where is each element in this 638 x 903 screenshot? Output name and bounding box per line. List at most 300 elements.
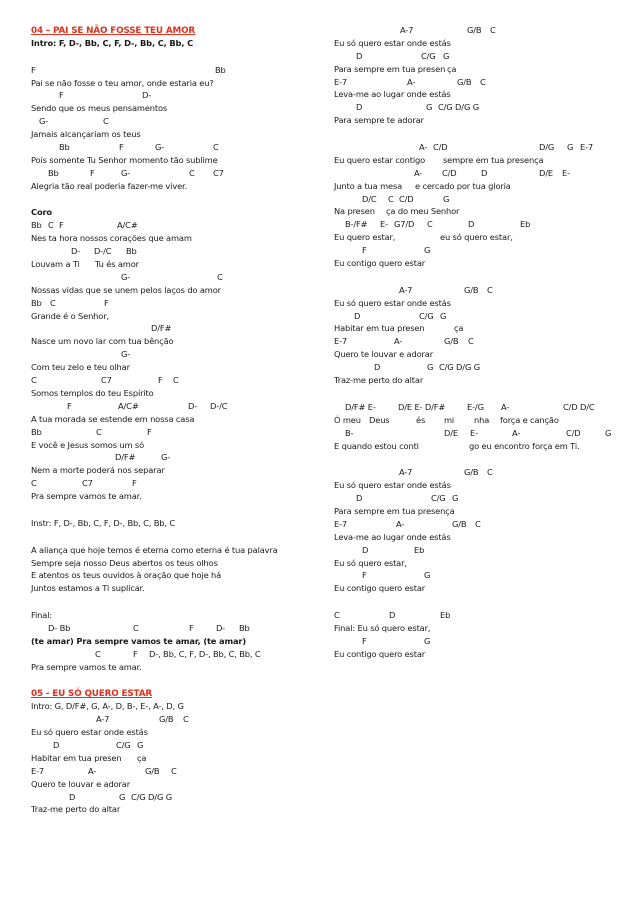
song-title [31, 24, 327, 37]
chord-line [31, 791, 327, 804]
chord: D/E [444, 427, 458, 438]
intro-line [31, 700, 327, 713]
spacer [31, 530, 327, 544]
chord: E-7 [334, 76, 348, 87]
chord: Bb [31, 297, 42, 308]
lyric-text: Habitar em tua presen [31, 752, 122, 763]
lyric-line [334, 37, 630, 50]
lyric-text: Ó meu [334, 414, 361, 425]
lyric-line [31, 439, 327, 452]
spacer [334, 452, 630, 466]
chord: G/B [467, 25, 482, 35]
lyric-line [31, 569, 327, 582]
lyric-line [31, 752, 327, 765]
lyric-line [334, 180, 630, 193]
lyric-text: Juntos estamos a Ti suplicar. [31, 583, 145, 594]
chord: C [173, 375, 179, 386]
chord: F [133, 648, 138, 659]
chord: C [95, 648, 101, 659]
chord: C/D D/C [563, 401, 595, 412]
lyric-text: Eu só quero estar onde estás [334, 297, 451, 308]
intro-line [31, 37, 327, 50]
chord: C/G [431, 493, 446, 504]
chord: G [567, 142, 574, 153]
left-song-column [31, 24, 327, 816]
chord: C [487, 467, 493, 478]
chord: C [48, 220, 54, 231]
lyric-text: Leva-me ao lugar onde estás [334, 531, 451, 542]
lyric-line [31, 258, 327, 271]
chord: C [487, 284, 493, 295]
chord: Bb [59, 142, 70, 153]
lyric-text: Tu és amor [95, 259, 139, 270]
chord-line [31, 245, 327, 258]
lyric-line [31, 661, 327, 674]
chord: G [119, 791, 126, 802]
lyric-text: Eu contigo quero estar [334, 583, 426, 594]
chord-line [334, 609, 630, 622]
lyric-text: nha [474, 414, 490, 425]
section-heading-text: Coro [31, 207, 52, 218]
chord: C/G D/G G [131, 791, 172, 802]
lyric-line [31, 490, 327, 503]
chord: E-7 [334, 518, 348, 529]
chord: D/F# E- [345, 401, 376, 412]
lyric-text: sempre em tua presença [443, 154, 544, 165]
chord: G [443, 193, 450, 204]
chord: D [356, 102, 363, 113]
chord-line [334, 492, 630, 505]
chord-line [334, 218, 630, 231]
chord: F [362, 245, 367, 256]
lyric-text: ça do meu Senhor [386, 206, 460, 217]
chord: A-7 [399, 467, 413, 478]
lyric-line [31, 413, 327, 426]
chord: E-/G [467, 401, 484, 412]
chord: G/B [452, 518, 467, 529]
chord-line [31, 400, 327, 413]
chord: A- [88, 765, 97, 776]
chord: B- [345, 427, 354, 438]
chord: C [31, 478, 37, 489]
lyric-text: eu só quero estar, [440, 232, 513, 243]
lyric-line [334, 505, 630, 518]
final-label [31, 609, 327, 622]
chord: C/G D/G G [438, 102, 479, 113]
lyric-text: A aliança que hoje temos é eterna como eterna é tua palavra [31, 544, 278, 555]
chord: A- [419, 142, 428, 153]
chord-line [31, 115, 327, 128]
lyric-line [334, 531, 630, 544]
chord-line [334, 361, 630, 374]
chord: D [481, 167, 488, 178]
chord-line [334, 141, 630, 154]
lyric-line [31, 102, 327, 115]
chord: A-7 [400, 25, 414, 35]
chord-line [31, 64, 327, 77]
chord: D/F# [115, 452, 136, 463]
lyric-text: go eu encontro força em Ti. [469, 440, 580, 451]
chord: C [427, 219, 433, 230]
chord: E- [470, 427, 478, 438]
right-song-column [334, 24, 630, 661]
chord-line [31, 426, 327, 439]
lyric-text: E você e Jesus somos um só [31, 439, 144, 450]
lyric-text: Traz-me perto do altar [31, 804, 121, 815]
chord: D- [188, 400, 198, 411]
chord-line [31, 713, 327, 726]
chord: D [468, 219, 475, 230]
chord: G [605, 427, 612, 438]
chord-line [31, 297, 327, 310]
lyric-line [31, 77, 327, 90]
chord-line [334, 167, 630, 180]
lyric-line [334, 154, 630, 167]
spacer [31, 193, 327, 207]
chord-line [31, 348, 327, 361]
title-text: 05 - EU SÓ QUERO ESTAR [31, 689, 152, 700]
chord: D [362, 544, 369, 555]
chord: C [334, 610, 340, 621]
spacer [31, 595, 327, 609]
chord: C [490, 25, 496, 35]
chord: A-7 [399, 284, 413, 295]
chord: Bb [239, 622, 250, 633]
lyric-text: Jamais alcançariam os teus [31, 129, 141, 140]
lyric-text: és [416, 414, 426, 425]
lyric-text: mi [444, 414, 455, 425]
chord: D [356, 493, 363, 504]
lyric-text: (te amar) Pra sempre vamos te amar, (te amar) [31, 635, 246, 646]
lyric-line [334, 322, 630, 335]
lyric-line [334, 557, 630, 570]
chord: C [475, 518, 481, 529]
chord: D- [216, 622, 226, 633]
chord: F [362, 635, 367, 646]
lyric-text: Pra sempre vamos te amar. [31, 491, 142, 502]
chord-line [334, 466, 630, 479]
lyric-text: Para sempre em tua presen [334, 63, 446, 74]
lyric-text: Alegria tão real poderia fazer-me viver. [31, 180, 188, 191]
lyric-text: Sendo que os meus pensamentos [31, 103, 168, 114]
chord: G/B [457, 76, 472, 87]
chord: G- [121, 349, 131, 360]
chord-line [334, 635, 630, 648]
chord: G [440, 310, 447, 321]
chord-line [31, 739, 327, 752]
chord: G [424, 635, 431, 646]
chord: F [362, 570, 367, 581]
lyric-text: Eu só quero estar onde estás [31, 727, 148, 738]
chord: A-7 [96, 714, 110, 725]
intro-text: Intro: G, D/F#, G, A-, D, B-, E-, A-, D, G [31, 701, 184, 712]
lyric-line [31, 464, 327, 477]
chord: C [183, 714, 189, 725]
chord-line [31, 271, 327, 284]
chord-line [31, 765, 327, 778]
chord: G [452, 493, 459, 504]
chord: Bb [48, 167, 59, 178]
chord: F [59, 90, 64, 101]
chord: F [31, 64, 36, 75]
lyric-text: A tua morada se estende em nossa casa [31, 413, 195, 424]
lyric-line [31, 544, 327, 557]
chord: Eb [520, 219, 531, 230]
chord: F [147, 426, 152, 437]
chord: G/B [145, 765, 160, 776]
chord: D-/C [210, 400, 228, 411]
lyric-text: Deus [369, 414, 390, 425]
chord: F [59, 220, 64, 231]
chord-line [334, 24, 630, 37]
chord-line [31, 219, 327, 232]
chord: A- [501, 401, 510, 412]
lyric-text: Sempre seja nosso Deus abertos os teus olhos [31, 557, 218, 568]
lyric-line [31, 726, 327, 739]
spacer [334, 595, 630, 609]
lyric-text: Junto a tua mesa [334, 180, 403, 191]
chord-line [31, 648, 327, 661]
chord: A- [396, 518, 405, 529]
chord-line [334, 544, 630, 557]
chord: G/B [464, 284, 479, 295]
lyric-line [31, 232, 327, 245]
chord: C [189, 167, 195, 178]
lyric-line [334, 231, 630, 244]
lyric-text: ça [137, 752, 147, 763]
lyric-line [334, 348, 630, 361]
lyric-text: Nossas vidas que se unem pelos laços do amor [31, 284, 221, 295]
lyric-line [31, 387, 327, 400]
chord: C [480, 76, 486, 87]
chord: D- Bb [48, 622, 71, 633]
lyric-line [334, 114, 630, 127]
chord: C/D [566, 427, 581, 438]
lyric-line [334, 648, 630, 661]
lyric-line [334, 88, 630, 101]
chord: F [119, 142, 124, 153]
spacer [334, 270, 630, 284]
lyric-text: Eu contigo quero estar [334, 648, 426, 659]
chord: A- [414, 167, 423, 178]
lyric-text: ça [447, 63, 457, 74]
lyric-text: Nem a morte poderá nos separar [31, 465, 165, 476]
chord: Bb [31, 220, 42, 231]
lyric-line [334, 440, 630, 453]
lyric-text: ça [454, 323, 464, 334]
lyric-text: Instr: F, D-, Bb, C, F, D-, Bb, C, Bb, C [31, 517, 176, 528]
lyric-line [31, 803, 327, 816]
lyric-text: Eu quero estar contigo [334, 154, 426, 165]
chord: G/B [464, 467, 479, 478]
chord: C/D [442, 167, 457, 178]
lyric-line [31, 582, 327, 595]
lyric-text: Pra sempre vamos te amar. [31, 661, 142, 672]
chord: D [53, 739, 60, 750]
chord: D/E [539, 167, 553, 178]
lyric-line [31, 361, 327, 374]
chord: D [374, 362, 381, 373]
lyric-line [334, 582, 630, 595]
chord: D [69, 791, 76, 802]
chord: D/F# [151, 323, 172, 334]
chord: F [104, 297, 109, 308]
chord: D [354, 310, 361, 321]
lyric-line [334, 414, 630, 427]
chord: D/C [362, 193, 377, 204]
chord-line [31, 322, 327, 335]
lyric-text: Grande é o Senhor, [31, 310, 109, 321]
lyric-line [31, 310, 327, 323]
lyric-text: Leva-me ao lugar onde estás [334, 89, 451, 100]
chord: C [388, 193, 394, 204]
chord-line [334, 518, 630, 531]
chord: D-/C [94, 246, 112, 257]
lyric-line [31, 180, 327, 193]
chord: F [90, 167, 95, 178]
lyric-line [334, 257, 630, 270]
lyric-line [31, 335, 327, 348]
chord: E- [562, 167, 570, 178]
spacer [31, 503, 327, 517]
chord: C/G D/G G [439, 362, 480, 373]
chord-line [334, 50, 630, 63]
chord: A/C# [118, 400, 139, 411]
chord-line [31, 167, 327, 180]
lyric-text: Quero te louvar e adorar [334, 349, 433, 360]
lyric-line [334, 479, 630, 492]
title-text: 04 – PAI SE NÃO FOSSE TEU AMOR [31, 26, 196, 36]
lyric-text: E quando estou conti [334, 440, 419, 451]
chord: D- [71, 246, 81, 257]
lyric-line [334, 374, 630, 387]
chord: C [468, 336, 474, 347]
chord-line [334, 193, 630, 206]
spacer [31, 674, 327, 688]
lyric-text: Somos templos do teu Espírito [31, 387, 154, 398]
lyric-text: Eu quero estar, [334, 232, 396, 243]
lyric-text: Louvam a Ti [31, 259, 80, 270]
chord: E-7 [334, 336, 348, 347]
lyric-line [31, 778, 327, 791]
instrumental-line [31, 517, 327, 530]
lyric-text: Com teu zelo e teu olhar [31, 362, 130, 373]
chord-line [334, 76, 630, 89]
spacer [334, 127, 630, 141]
chord: C/G [419, 310, 434, 321]
chord: D/G [539, 142, 555, 153]
lyric-line [31, 284, 327, 297]
chord: C [31, 375, 37, 386]
chord: C7 [213, 167, 224, 178]
chord: Eb [414, 544, 425, 555]
lyric-text: Pai se não fosse o teu amor, onde estaria eu? [31, 77, 214, 88]
spacer [31, 50, 327, 64]
chord: G- [155, 142, 165, 153]
song-title [31, 687, 327, 700]
lyric-line [334, 63, 630, 76]
chord: D-, Bb, C, F, D-, Bb, C, Bb, C [149, 648, 261, 659]
chord: C [103, 116, 109, 127]
chord-line [334, 427, 630, 440]
lyric-line [31, 635, 327, 648]
chord: G [426, 102, 433, 113]
chord: Bb [126, 246, 137, 257]
chord: F [67, 400, 72, 411]
chord: F [132, 478, 137, 489]
chord: A- [512, 427, 521, 438]
lyric-line [31, 128, 327, 141]
chord-line [31, 477, 327, 490]
chord: G/B [444, 336, 459, 347]
chord-line [334, 335, 630, 348]
lyric-text: e cercado por tua gloria [415, 180, 511, 191]
chord: D/E E- D/F# [398, 401, 446, 412]
intro-text: Intro: F, D-, Bb, C, F, D-, Bb, C, Bb, C [31, 37, 194, 48]
chord: F [189, 622, 194, 633]
chord: C [96, 426, 102, 437]
chord-line [334, 244, 630, 257]
lyric-text: Na presen [334, 206, 375, 217]
chord: C [50, 297, 56, 308]
chord: D [356, 50, 363, 61]
lyric-text: Nasce um novo lar com tua bênção [31, 336, 174, 347]
chord: D- [142, 90, 152, 101]
lyric-text: Para sempre te adorar [334, 115, 424, 126]
chord: E-7 [31, 765, 45, 776]
chord: E- [380, 219, 388, 230]
lyric-text: força e canção [500, 414, 559, 425]
chord-line [31, 374, 327, 387]
section-heading [31, 206, 327, 219]
chord: G- [121, 271, 131, 282]
lyric-text: Eu só quero estar onde estás [334, 480, 451, 491]
chord-line [31, 451, 327, 464]
chord: C [133, 622, 139, 633]
lyric-text: Eu só quero estar, [334, 557, 407, 568]
lyric-text: Eu contigo quero estar [334, 258, 426, 269]
chord: C [213, 142, 219, 153]
lyric-line [334, 622, 630, 635]
lyric-text: Nes ta hora nossos corações que amam [31, 233, 192, 244]
chord: E-7 [580, 142, 594, 153]
chord: C/D [399, 193, 414, 204]
chord: G- [39, 116, 49, 127]
chord: G [427, 362, 434, 373]
lyric-text: Para sempre em tua presença [334, 505, 455, 516]
chord: A- [407, 76, 416, 87]
chord-line [334, 310, 630, 323]
chord-line [31, 622, 327, 635]
chord: Bb [31, 426, 42, 437]
chord: G [137, 739, 144, 750]
chord: C7 [82, 478, 93, 489]
chord-line [334, 101, 630, 114]
chord-line [334, 401, 630, 414]
lyric-text: Quero te louvar e adorar [31, 778, 130, 789]
lyric-text: Eu só quero estar onde estás [334, 37, 451, 48]
chord: G [443, 50, 450, 61]
lyric-line [31, 154, 327, 167]
chord-line [31, 89, 327, 102]
chord: F [158, 375, 163, 386]
lyric-line [334, 297, 630, 310]
chord-line [334, 284, 630, 297]
chord: A/C# [117, 220, 138, 231]
lyric-text: Habitar em tua presen [334, 323, 425, 334]
chord: C [217, 271, 223, 282]
chord: D [389, 610, 396, 621]
